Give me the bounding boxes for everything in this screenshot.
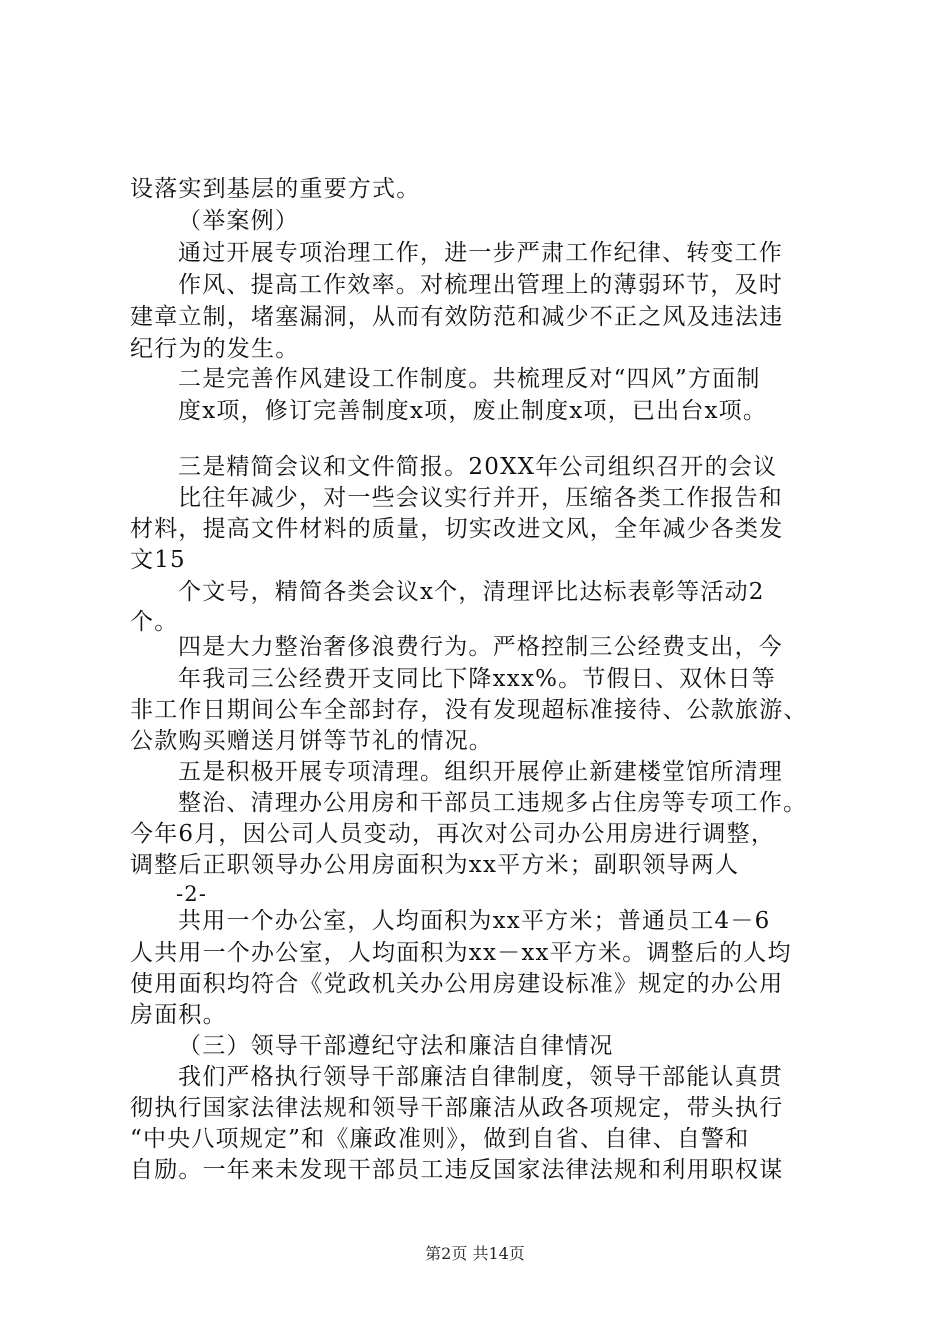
- text-line: 五是积极开展专项清理。组织开展停止新建楼堂馆所清理: [178, 759, 783, 785]
- text-line: 文15: [130, 547, 186, 573]
- text-line: 公款购买赠送月饼等节礼的情况。: [130, 728, 493, 754]
- text-line: 年我司三公经费开支同比下降xxx%。节假日、双休日等: [178, 666, 776, 692]
- text-line: 纪行为的发生。: [130, 336, 300, 362]
- text-line: （举案例）: [178, 208, 299, 234]
- text-line: 今年6月，因公司人员变动，再次对公司办公用房进行调整，: [130, 821, 776, 847]
- text-line: 非工作日期间公车全部封存，没有发现超标准接待、公款旅游、: [130, 697, 808, 723]
- text-line: 我们严格执行领导干部廉洁自律制度，领导干部能认真贯: [178, 1064, 783, 1090]
- text-line: 二是完善作风建设工作制度。共梳理反对“四风”方面制: [178, 366, 761, 392]
- text-line: 整治、清理办公用房和干部员工违规多占住房等专项工作。: [178, 790, 808, 816]
- text-line: 自励。一年来未发现干部员工违反国家法律法规和利用职权谋: [130, 1157, 784, 1183]
- text-line: 三是精简会议和文件简报。20XX年公司组织召开的会议: [178, 454, 778, 480]
- text-line: 房面积。: [130, 1002, 227, 1028]
- text-line: 通过开展专项治理工作，进一步严肃工作纪律、转变工作: [178, 240, 783, 266]
- page-footer: 第2页 共14页: [425, 1244, 525, 1263]
- text-line: 材料，提高文件材料的质量，切实改进文风，全年减少各类发: [130, 516, 784, 542]
- text-line: 四是大力整治奢侈浪费行为。严格控制三公经费支出，今: [178, 634, 783, 660]
- text-line: 使用面积均符合《党政机关办公用房建设标准》规定的办公用: [130, 971, 784, 997]
- section-heading: （三）领导干部遵纪守法和廉洁自律情况: [178, 1033, 614, 1059]
- inline-page-number: -2-: [176, 882, 208, 906]
- text-line: 个。: [130, 609, 179, 635]
- text-line: 调整后正职领导办公用房面积为xx平方米；副职领导两人: [130, 852, 740, 878]
- text-line: 建章立制，堵塞漏洞，从而有效防范和减少不正之风及违法违: [130, 304, 784, 330]
- text-line: 比往年减少，对一些会议实行并开，压缩各类工作报告和: [178, 485, 783, 511]
- text-line: 度x项，修订完善制度x项，废止制度x项，已出台x项。: [178, 398, 768, 424]
- text-line: 人共用一个办公室，人均面积为xx－xx平方米。调整后的人均: [130, 940, 792, 966]
- text-line: 个文号，精简各类会议x个，清理评比达标表彰等活动2: [178, 579, 765, 605]
- text-line: 作风、提高工作效率。对梳理出管理上的薄弱环节，及时: [178, 272, 783, 298]
- text-line: 彻执行国家法律法规和领导干部廉洁从政各项规定，带头执行: [130, 1095, 784, 1121]
- text-line: 设落实到基层的重要方式。: [130, 176, 421, 202]
- text-line: “中央八项规定”和《廉政准则》，做到自省、自律、自警和: [130, 1126, 750, 1152]
- text-line: 共用一个办公室，人均面积为xx平方米；普通员工4－6: [178, 908, 771, 934]
